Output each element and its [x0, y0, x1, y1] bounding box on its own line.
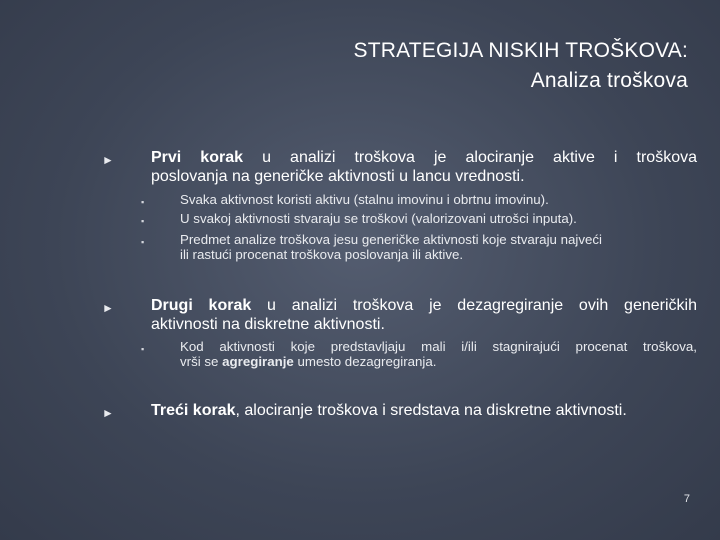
step-3-text — [151, 401, 697, 420]
bullet-text-line-1: Predmet analize troškova jesu generičke aktivnosti koje stvaraju najveći — [180, 232, 603, 247]
arrow-right-icon: ► — [102, 301, 114, 315]
square-bullet-icon: ▪ — [141, 237, 145, 247]
step-3-bold: Treći korak — [151, 402, 236, 419]
step-1-bold: Prvi korak — [151, 149, 244, 166]
slide-title-line-2: Analiza troškova — [530, 69, 688, 92]
arrow-right-icon: ► — [102, 406, 114, 420]
bullet-text-line-2 — [180, 354, 697, 369]
arrow-right-icon: ► — [102, 153, 114, 167]
bullet-text: U svakoj aktivnosti stvaraju se troškovi (valorizovani utrošci inputa). — [180, 211, 577, 226]
bullet-text: Svaka aktivnost koristi aktivu (stalnu imovinu i obrtnu imovinu). — [180, 192, 549, 207]
square-bullet-icon: ▪ — [141, 197, 145, 207]
slide-title — [354, 36, 688, 96]
bullet-text-bold: agregiranje — [222, 354, 294, 369]
bullet-text-after: umesto dezagregiranja. — [293, 354, 437, 369]
step-1-line-2: poslovanja na generičke aktivnosti u lancu vrednosti. — [151, 168, 525, 185]
page-number: 7 — [683, 493, 690, 505]
step-2-text — [151, 296, 697, 334]
step-1-text — [151, 148, 697, 186]
step-2-rest: u analizi troškova je dezagregiranje ovih generičkih — [251, 297, 697, 314]
step-2-line-2: aktivnosti na diskretne aktivnosti. — [151, 316, 385, 333]
step-1-rest: u analizi troškova je alociranje aktive i troškova — [243, 149, 698, 166]
bullet-text-line-2: ili rastući procenat troškova poslovanja ili aktive. — [180, 247, 464, 262]
square-bullet-icon: ▪ — [141, 344, 145, 354]
square-bullet-icon: ▪ — [141, 216, 145, 226]
bullet-text-before: vrši se — [180, 354, 223, 369]
step-3-rest: , alociranje troškova i sredstava na diskretne aktivnosti. — [235, 402, 627, 419]
bullet-text-line-1: Kod aktivnosti koje predstavljaju mali i/ili stagnirajući procenat troškova, — [180, 339, 697, 354]
step-2-bold: Drugi korak — [151, 297, 252, 314]
slide-title-line-1: STRATEGIJA NISKIH TROŠKOVA: — [353, 39, 688, 62]
